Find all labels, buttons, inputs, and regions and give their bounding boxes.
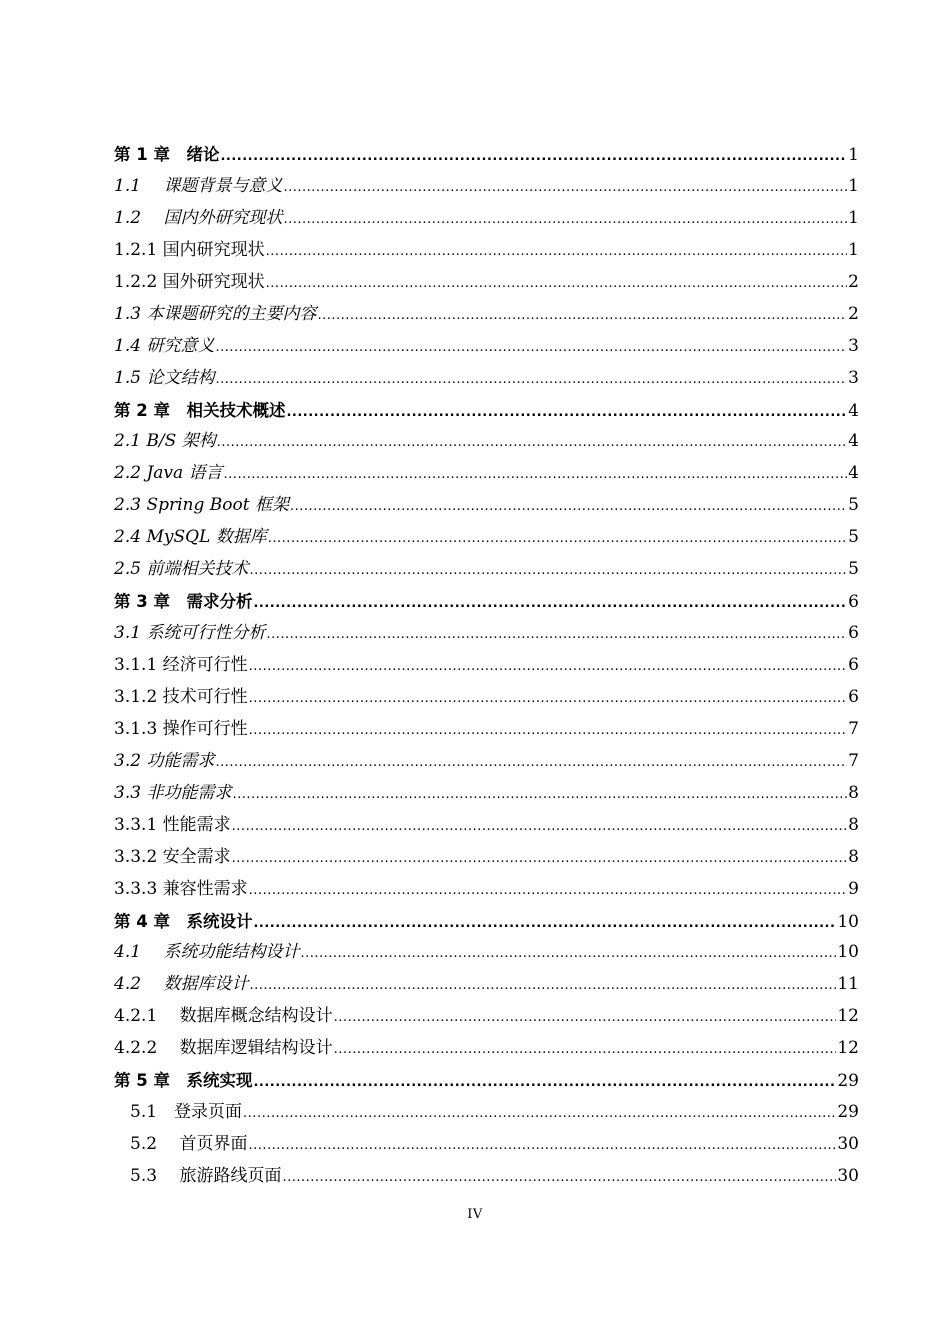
toc-entry-label: 2.5 前端相关技术 (114, 559, 249, 580)
dot-leader (283, 172, 847, 204)
toc-entry-label: 1.2.1 国内研究现状 (114, 239, 265, 260)
toc-entry[interactable] (114, 682, 859, 714)
dot-leader (249, 555, 847, 587)
table-of-contents (114, 139, 859, 1193)
dot-leader (232, 779, 847, 811)
toc-entry-label: 1.3 本课题研究的主要内容 (114, 303, 317, 324)
toc-entry[interactable] (114, 618, 859, 650)
dot-leader (334, 1034, 837, 1066)
dot-leader (268, 523, 847, 555)
toc-entry-label: 3.1.2 技术可行性 (114, 686, 248, 707)
toc-entry-page: 4 (848, 400, 859, 421)
toc-entry-label: 4.1 系统功能结构设计 (114, 942, 300, 963)
toc-entry[interactable] (114, 586, 859, 618)
toc-entry[interactable] (114, 235, 859, 267)
toc-entry-label: 4.2.2 数据库逻辑结构设计 (114, 1038, 333, 1059)
dot-leader (282, 1162, 836, 1194)
toc-entry[interactable] (114, 426, 859, 458)
dot-leader (249, 970, 836, 1002)
toc-entry-label: 3.2 功能需求 (114, 750, 215, 771)
toc-entry-label: 1.4 研究意义 (114, 335, 215, 356)
dot-leader (215, 332, 847, 364)
toc-entry-page: 10 (837, 911, 859, 932)
toc-entry-page: 4 (848, 463, 859, 484)
toc-entry[interactable] (114, 522, 859, 554)
toc-entry-label: 1.2.2 国外研究现状 (114, 271, 265, 292)
dot-leader (266, 619, 847, 651)
toc-entry-label: 第 1 章 绪论 (114, 145, 220, 164)
toc-entry-page: 5 (848, 559, 859, 580)
toc-entry-label: 3.1 系统可行性分析 (114, 623, 266, 644)
dot-leader (317, 300, 847, 332)
page-number-footer: IV (467, 1207, 483, 1222)
toc-entry-page: 11 (837, 974, 859, 995)
dot-leader (253, 588, 847, 620)
dot-leader (249, 715, 848, 747)
toc-entry-label: 3.3 非功能需求 (114, 782, 232, 803)
dot-leader (283, 204, 847, 236)
toc-entry-page: 7 (848, 718, 859, 739)
toc-entry-label: 2.2 Java 语言 (114, 463, 223, 484)
dot-leader (249, 875, 848, 907)
toc-entry[interactable] (114, 906, 859, 938)
toc-entry[interactable] (114, 139, 859, 171)
dot-leader (266, 236, 848, 268)
toc-entry-page: 3 (848, 367, 859, 388)
toc-entry-page: 8 (848, 814, 859, 835)
toc-entry-label: 1.1 课题背景与意义 (114, 175, 283, 196)
toc-entry[interactable] (114, 299, 859, 331)
dot-leader (334, 1002, 837, 1034)
toc-entry[interactable] (114, 1129, 859, 1161)
toc-entry[interactable] (114, 554, 859, 586)
toc-entry-page: 8 (848, 846, 859, 867)
toc-entry-label: 3.1.3 操作可行性 (114, 718, 248, 739)
toc-entry[interactable] (114, 937, 859, 969)
toc-entry[interactable] (114, 490, 859, 522)
toc-entry-page: 29 (837, 1102, 859, 1123)
toc-entry-label: 2.3 Spring Boot 框架 (114, 495, 289, 516)
toc-entry-page: 12 (837, 1038, 859, 1059)
dot-leader (215, 747, 847, 779)
toc-entry-page: 3 (848, 335, 859, 356)
toc-entry-page: 2 (848, 303, 859, 324)
toc-entry[interactable] (114, 1033, 859, 1065)
toc-entry-label: 第 2 章 相关技术概述 (114, 400, 286, 420)
dot-leader (290, 491, 847, 523)
dot-leader (215, 364, 847, 396)
toc-entry-page: 6 (848, 686, 859, 707)
dot-leader (224, 459, 848, 491)
toc-entry-page: 5 (848, 495, 859, 516)
toc-entry[interactable] (114, 458, 859, 490)
toc-entry[interactable] (114, 810, 859, 842)
dot-leader (253, 1067, 836, 1099)
dot-leader (286, 397, 847, 429)
toc-entry[interactable] (114, 650, 859, 682)
toc-entry-label: 4.2.1 数据库概念结构设计 (114, 1006, 333, 1027)
toc-entry[interactable] (114, 746, 859, 778)
toc-entry-label: 3.3.3 兼容性需求 (114, 878, 248, 899)
toc-entry-page: 1 (848, 239, 859, 260)
toc-entry[interactable] (114, 331, 859, 363)
toc-entry[interactable] (114, 395, 859, 427)
dot-leader (266, 268, 848, 300)
toc-entry-label: 3.3.1 性能需求 (114, 814, 231, 835)
toc-entry[interactable] (114, 171, 859, 203)
toc-entry[interactable] (114, 778, 859, 810)
toc-entry-label: 3.1.1 经济可行性 (114, 655, 248, 675)
toc-entry-label: 2.4 MySQL 数据库 (114, 527, 267, 548)
toc-entry-page: 5 (848, 527, 859, 548)
dot-leader (248, 1130, 836, 1162)
toc-entry-page: 6 (848, 592, 859, 613)
dot-leader (232, 843, 848, 875)
dot-leader (249, 651, 848, 683)
toc-entry-label: 4.2 数据库设计 (114, 974, 249, 995)
toc-entry-page: 2 (848, 271, 859, 292)
toc-entry-label: 5.2 首页界面 (130, 1134, 248, 1155)
toc-entry-label: 3.3.2 安全需求 (114, 846, 231, 867)
dot-leader (253, 908, 836, 940)
toc-rows (114, 139, 859, 1193)
toc-entry[interactable] (114, 203, 859, 235)
toc-entry-label: 第 3 章 需求分析 (114, 592, 253, 612)
toc-entry[interactable] (114, 842, 859, 874)
toc-entry-page: 30 (837, 1166, 859, 1186)
toc-entry[interactable] (114, 714, 859, 746)
toc-entry-label: 5.3 旅游路线页面 (130, 1166, 282, 1186)
toc-entry-label: 2.1 B/S 架构 (114, 431, 216, 452)
toc-entry-page: 29 (837, 1071, 859, 1092)
toc-entry[interactable] (114, 363, 859, 395)
toc-entry-page: 6 (848, 655, 859, 675)
toc-entry-page: 1 (848, 175, 859, 196)
toc-entry-page: 30 (837, 1134, 859, 1155)
toc-entry-label: 第 4 章 系统设计 (114, 911, 253, 931)
toc-entry[interactable] (114, 1001, 859, 1033)
dot-leader (243, 1098, 836, 1130)
toc-entry-page: 10 (837, 942, 859, 963)
toc-entry-page: 4 (848, 431, 859, 452)
toc-entry-page: 1 (848, 145, 859, 165)
toc-entry-label: 1.5 论文结构 (114, 367, 215, 388)
toc-entry-page: 9 (848, 878, 859, 899)
toc-entry[interactable] (114, 1097, 859, 1129)
toc-entry-label: 1.2 国内外研究现状 (114, 207, 283, 228)
dot-leader (220, 141, 847, 173)
toc-entry-page: 7 (848, 750, 859, 771)
toc-entry[interactable] (114, 267, 859, 299)
dot-leader (217, 427, 847, 459)
toc-entry[interactable] (114, 1065, 859, 1097)
toc-entry-label: 第 5 章 系统实现 (114, 1071, 253, 1091)
toc-entry[interactable] (114, 969, 859, 1001)
toc-entry-page: 6 (848, 623, 859, 644)
toc-entry-page: 8 (848, 782, 859, 803)
toc-entry[interactable] (114, 874, 859, 906)
toc-entry-page: 12 (837, 1006, 859, 1027)
toc-entry-label: 5.1 登录页面 (130, 1102, 243, 1123)
dot-leader (249, 683, 848, 715)
toc-entry[interactable] (114, 1161, 859, 1193)
dot-leader (232, 811, 848, 843)
toc-entry-page: 1 (848, 207, 859, 228)
dot-leader (300, 938, 836, 970)
